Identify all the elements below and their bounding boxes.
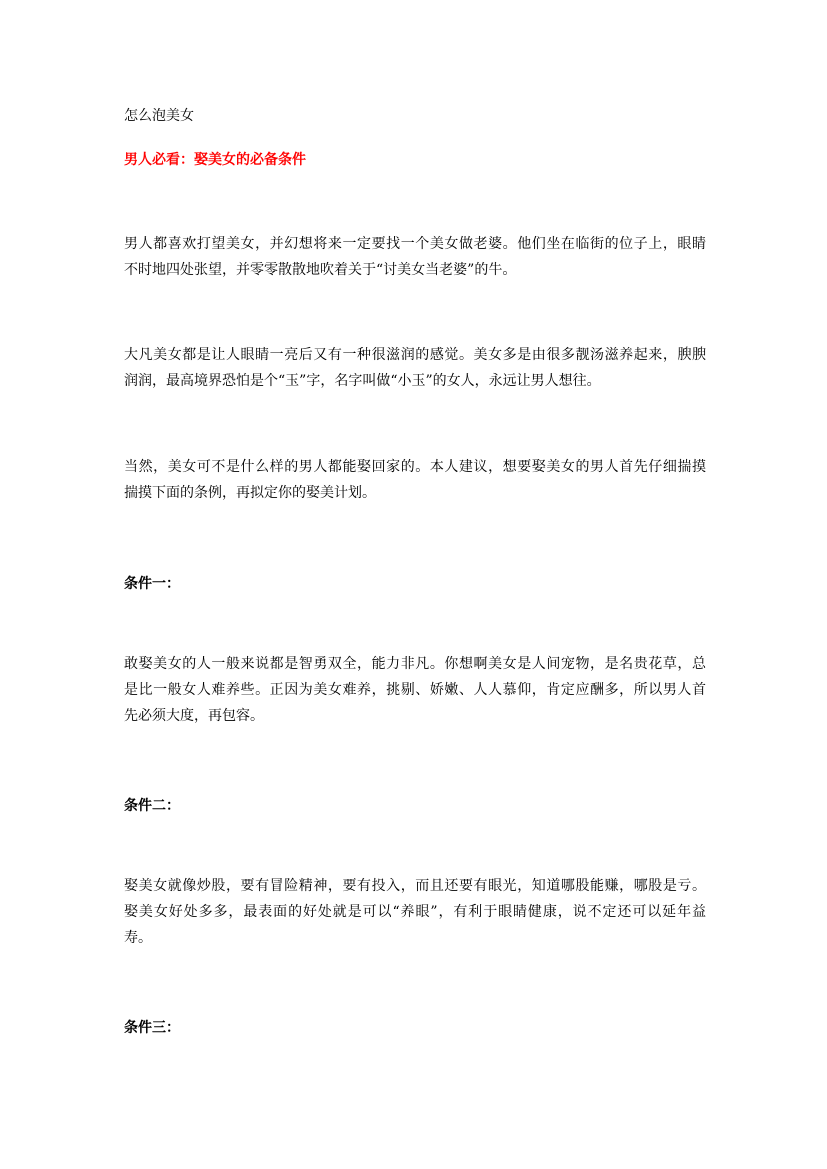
paragraph-line: 寿。 bbox=[124, 930, 152, 946]
page-title: 怎么泡美女 bbox=[124, 108, 194, 124]
condition-heading: 条件三： bbox=[124, 1020, 180, 1036]
paragraph-line: 是比一般女人难养些。正因为美女难养，挑剔、娇嫩、人人慕仰，肯定应酬多，所以男人首 bbox=[124, 682, 706, 698]
paragraph-line: 敢娶美女的人一般来说都是智勇双全，能力非凡。你想啊美女是人间宠物，是名贵花草，总 bbox=[124, 656, 706, 672]
paragraph-line: 娶美女好处多多，最表面的好处就是可以“养眼”，有利于眼睛健康，说不定还可以延年益 bbox=[124, 904, 706, 920]
paragraph-line: 当然，美女可不是什么样的男人都能娶回家的。本人建议，想要娶美女的男人首先仔细揣摸 bbox=[124, 459, 706, 475]
paragraph-line: 揣摸下面的条例，再拟定你的娶美计划。 bbox=[124, 485, 376, 501]
paragraph-line: 娶美女就像炒股，要有冒险精神，要有投入，而且还要有眼光，知道哪股能赚，哪股是亏。 bbox=[124, 878, 706, 894]
paragraph-line: 润润，最高境界恐怕是个“玉”字，名字叫做“小玉”的女人，永远让男人想往。 bbox=[124, 373, 601, 389]
paragraph-line: 先必须大度，再包容。 bbox=[124, 708, 264, 724]
paragraph-line: 不时地四处张望，并零零散散地吹着关于“讨美女当老婆”的牛。 bbox=[124, 262, 517, 278]
paragraph-line: 大凡美女都是让人眼睛一亮后又有一种很滋润的感觉。美女多是由很多靓汤滋养起来，腴腴 bbox=[124, 347, 706, 363]
condition-heading: 条件一： bbox=[124, 576, 180, 592]
paragraph-line: 男人都喜欢打望美女，并幻想将来一定要找一个美女做老婆。他们坐在临街的位子上，眼睛 bbox=[124, 236, 706, 252]
article-subtitle: 男人必看：娶美女的必备条件 bbox=[124, 152, 306, 168]
condition-heading: 条件二： bbox=[124, 798, 180, 814]
